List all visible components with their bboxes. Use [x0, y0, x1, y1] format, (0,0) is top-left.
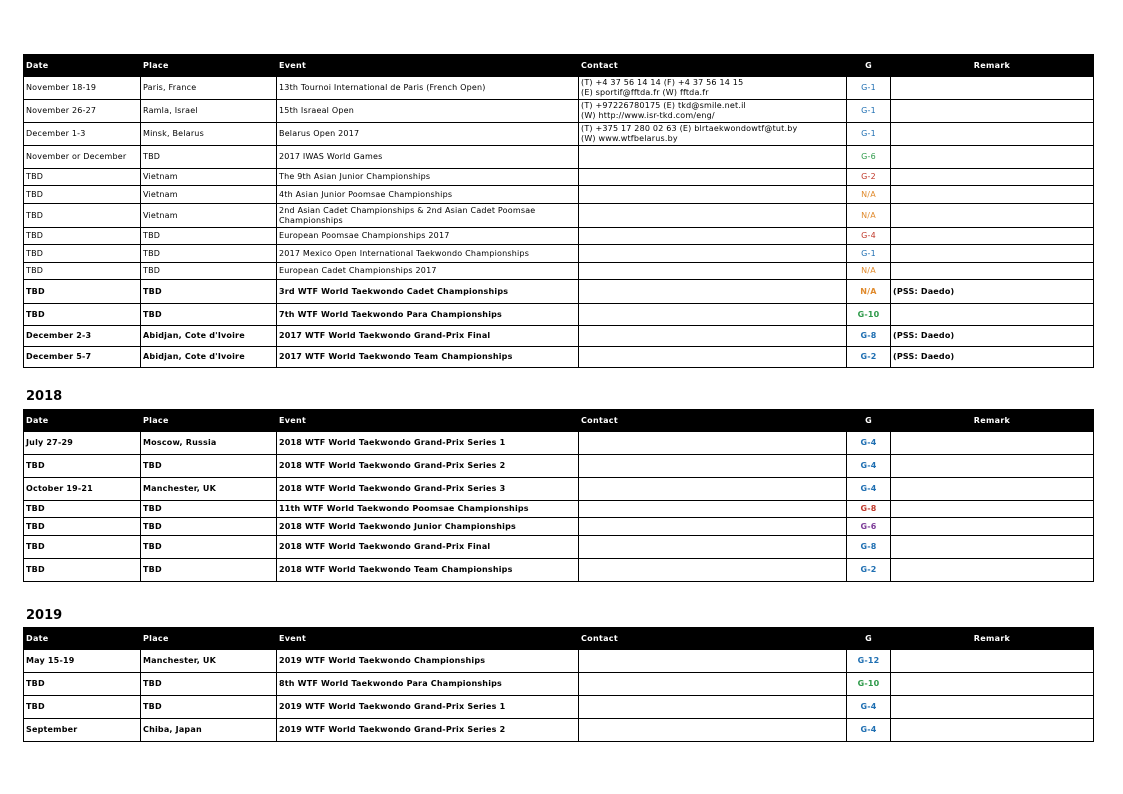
event-cell: 8th WTF World Taekwondo Para Championships — [277, 673, 579, 696]
remark-cell — [891, 559, 1094, 582]
contact-cell — [579, 304, 847, 326]
grade-cell: G-12 — [847, 650, 891, 673]
contact-cell — [579, 146, 847, 169]
place-cell: Chiba, Japan — [141, 719, 277, 742]
event-cell: 4th Asian Junior Poomsae Championships — [277, 186, 579, 204]
date-cell: TBD — [24, 696, 141, 719]
contact-cell — [579, 719, 847, 742]
date-cell: November 18-19 — [24, 77, 141, 100]
event-cell: 2018 WTF World Taekwondo Junior Championships — [277, 518, 579, 536]
table-row — [24, 169, 1094, 186]
date-cell: December 5-7 — [24, 347, 141, 368]
contact-cell — [579, 696, 847, 719]
place-cell: TBD — [141, 304, 277, 326]
header-remark: Remark — [891, 55, 1094, 77]
date-cell: July 27-29 — [24, 432, 141, 455]
remark-cell: (PSS: Daedo) — [891, 347, 1094, 368]
remark-cell — [891, 263, 1094, 280]
grade-cell: N/A — [847, 263, 891, 280]
table-header-row — [24, 410, 1094, 432]
table-row — [24, 673, 1094, 696]
header-event: Event — [277, 55, 579, 77]
remark-cell — [891, 245, 1094, 263]
year-heading-2019: 2019 — [26, 608, 63, 623]
event-cell: Belarus Open 2017 — [277, 123, 579, 146]
header-remark: Remark — [891, 410, 1094, 432]
date-cell: TBD — [24, 536, 141, 559]
event-cell: 2017 IWAS World Games — [277, 146, 579, 169]
table-row — [24, 536, 1094, 559]
contact-cell — [579, 673, 847, 696]
table-row — [24, 559, 1094, 582]
header-event: Event — [277, 410, 579, 432]
events-table-2018 — [23, 409, 1093, 582]
event-cell: 2018 WTF World Taekwondo Grand-Prix Series 1 — [277, 432, 579, 455]
table-row — [24, 304, 1094, 326]
contact-cell — [579, 263, 847, 280]
place-cell: Minsk, Belarus — [141, 123, 277, 146]
date-cell: December 2-3 — [24, 326, 141, 347]
date-cell: TBD — [24, 501, 141, 518]
remark-cell — [891, 304, 1094, 326]
header-contact: Contact — [579, 410, 847, 432]
grade-cell: G-4 — [847, 719, 891, 742]
place-cell: TBD — [141, 518, 277, 536]
grade-cell: G-4 — [847, 455, 891, 478]
date-cell: TBD — [24, 455, 141, 478]
contact-cell — [579, 559, 847, 582]
grade-cell: G-10 — [847, 304, 891, 326]
event-cell: 2017 Mexico Open International Taekwondo Championships — [277, 245, 579, 263]
date-cell: May 15-19 — [24, 650, 141, 673]
grade-cell: G-8 — [847, 326, 891, 347]
place-cell: TBD — [141, 673, 277, 696]
remark-cell — [891, 673, 1094, 696]
table-row — [24, 263, 1094, 280]
grade-cell: G-4 — [847, 228, 891, 245]
place-cell: Manchester, UK — [141, 478, 277, 501]
remark-cell — [891, 169, 1094, 186]
event-cell: 2018 WTF World Taekwondo Grand-Prix Series 3 — [277, 478, 579, 501]
contact-cell — [579, 455, 847, 478]
remark-cell — [891, 478, 1094, 501]
place-cell: TBD — [141, 263, 277, 280]
header-place: Place — [141, 628, 277, 650]
table-row — [24, 326, 1094, 347]
table-row — [24, 347, 1094, 368]
event-cell: 11th WTF World Taekwondo Poomsae Championships — [277, 501, 579, 518]
table-header-row — [24, 628, 1094, 650]
remark-cell — [891, 696, 1094, 719]
date-cell: TBD — [24, 263, 141, 280]
place-cell: TBD — [141, 559, 277, 582]
place-cell: Moscow, Russia — [141, 432, 277, 455]
remark-cell: (PSS: Daedo) — [891, 326, 1094, 347]
event-cell: 2018 WTF World Taekwondo Team Championships — [277, 559, 579, 582]
remark-cell — [891, 228, 1094, 245]
date-cell: TBD — [24, 559, 141, 582]
contact-cell — [579, 326, 847, 347]
header-g: G — [847, 410, 891, 432]
contact-cell — [579, 169, 847, 186]
table-row — [24, 719, 1094, 742]
place-cell: Manchester, UK — [141, 650, 277, 673]
date-cell: TBD — [24, 228, 141, 245]
date-cell: TBD — [24, 280, 141, 304]
schedule-table — [23, 627, 1094, 742]
remark-cell — [891, 186, 1094, 204]
schedule-table — [23, 409, 1094, 582]
place-cell: Vietnam — [141, 186, 277, 204]
header-place: Place — [141, 55, 277, 77]
year-heading-2018: 2018 — [26, 389, 63, 404]
table-row — [24, 280, 1094, 304]
grade-cell: N/A — [847, 204, 891, 228]
event-cell: 2nd Asian Cadet Championships & 2nd Asian Cadet Poomsae Championships — [277, 204, 579, 228]
contact-cell: (T) +4 37 56 14 14 (F) +4 37 56 14 15 (E) sportif@fftda.fr (W) fftda.fr — [579, 77, 847, 100]
grade-cell: G-2 — [847, 169, 891, 186]
table-row — [24, 146, 1094, 169]
event-cell: European Cadet Championships 2017 — [277, 263, 579, 280]
contact-cell — [579, 228, 847, 245]
remark-cell — [891, 432, 1094, 455]
event-cell: The 9th Asian Junior Championships — [277, 169, 579, 186]
event-cell: 3rd WTF World Taekwondo Cadet Championships — [277, 280, 579, 304]
contact-cell — [579, 536, 847, 559]
place-cell: TBD — [141, 228, 277, 245]
remark-cell — [891, 204, 1094, 228]
table-row — [24, 478, 1094, 501]
table-row — [24, 228, 1094, 245]
event-cell: 13th Tournoi International de Paris (French Open) — [277, 77, 579, 100]
header-place: Place — [141, 410, 277, 432]
grade-cell: N/A — [847, 280, 891, 304]
grade-cell: G-6 — [847, 146, 891, 169]
place-cell: TBD — [141, 455, 277, 478]
contact-cell: (T) +97226780175 (E) tkd@smile.net.il (W) http://www.isr-tkd.com/eng/ — [579, 100, 847, 123]
grade-cell: G-1 — [847, 77, 891, 100]
remark-cell — [891, 455, 1094, 478]
place-cell: TBD — [141, 536, 277, 559]
contact-cell — [579, 204, 847, 228]
table-row — [24, 123, 1094, 146]
header-contact: Contact — [579, 628, 847, 650]
event-cell: 2017 WTF World Taekwondo Grand-Prix Final — [277, 326, 579, 347]
date-cell: September — [24, 719, 141, 742]
grade-cell: G-1 — [847, 100, 891, 123]
event-cell: 2018 WTF World Taekwondo Grand-Prix Series 2 — [277, 455, 579, 478]
contact-cell: (T) +375 17 280 02 63 (E) blrtaekwondowtf@tut.by (W) www.wtfbelarus.by — [579, 123, 847, 146]
header-event: Event — [277, 628, 579, 650]
date-cell: TBD — [24, 304, 141, 326]
date-cell: TBD — [24, 673, 141, 696]
contact-cell — [579, 186, 847, 204]
header-date: Date — [24, 628, 141, 650]
remark-cell: (PSS: Daedo) — [891, 280, 1094, 304]
table-row — [24, 650, 1094, 673]
table-row — [24, 455, 1094, 478]
event-cell: 15th Israeal Open — [277, 100, 579, 123]
place-cell: TBD — [141, 245, 277, 263]
grade-cell: G-4 — [847, 478, 891, 501]
event-cell: 2018 WTF World Taekwondo Grand-Prix Final — [277, 536, 579, 559]
grade-cell: G-8 — [847, 536, 891, 559]
contact-cell — [579, 347, 847, 368]
remark-cell — [891, 501, 1094, 518]
grade-cell: G-2 — [847, 559, 891, 582]
place-cell: Vietnam — [141, 169, 277, 186]
header-remark: Remark — [891, 628, 1094, 650]
event-cell: 2019 WTF World Taekwondo Grand-Prix Series 2 — [277, 719, 579, 742]
contact-cell — [579, 501, 847, 518]
place-cell: TBD — [141, 280, 277, 304]
schedule-table — [23, 54, 1094, 368]
remark-cell — [891, 146, 1094, 169]
table-row — [24, 100, 1094, 123]
header-date: Date — [24, 410, 141, 432]
event-cell: 2019 WTF World Taekwondo Championships — [277, 650, 579, 673]
table-header-row — [24, 55, 1094, 77]
date-cell: November 26-27 — [24, 100, 141, 123]
table-row — [24, 518, 1094, 536]
contact-cell — [579, 478, 847, 501]
remark-cell — [891, 518, 1094, 536]
place-cell: Paris, France — [141, 77, 277, 100]
date-cell: TBD — [24, 169, 141, 186]
place-cell: Vietnam — [141, 204, 277, 228]
grade-cell: G-6 — [847, 518, 891, 536]
date-cell: November or December — [24, 146, 141, 169]
remark-cell — [891, 536, 1094, 559]
contact-cell — [579, 650, 847, 673]
table-row — [24, 204, 1094, 228]
place-cell: TBD — [141, 501, 277, 518]
grade-cell: G-1 — [847, 245, 891, 263]
table-row — [24, 501, 1094, 518]
place-cell: Abidjan, Cote d'Ivoire — [141, 347, 277, 368]
contact-cell — [579, 245, 847, 263]
remark-cell — [891, 650, 1094, 673]
event-cell: European Poomsae Championships 2017 — [277, 228, 579, 245]
header-contact: Contact — [579, 55, 847, 77]
contact-cell — [579, 518, 847, 536]
date-cell: TBD — [24, 245, 141, 263]
remark-cell — [891, 100, 1094, 123]
grade-cell: G-4 — [847, 696, 891, 719]
event-cell: 2019 WTF World Taekwondo Grand-Prix Series 1 — [277, 696, 579, 719]
date-cell: TBD — [24, 518, 141, 536]
header-g: G — [847, 628, 891, 650]
place-cell: TBD — [141, 146, 277, 169]
contact-cell — [579, 432, 847, 455]
place-cell: Abidjan, Cote d'Ivoire — [141, 326, 277, 347]
grade-cell: G-10 — [847, 673, 891, 696]
date-cell: TBD — [24, 204, 141, 228]
date-cell: October 19-21 — [24, 478, 141, 501]
events-table-2017 — [23, 54, 1093, 368]
event-cell: 2017 WTF World Taekwondo Team Championships — [277, 347, 579, 368]
remark-cell — [891, 719, 1094, 742]
grade-cell: G-1 — [847, 123, 891, 146]
table-row — [24, 696, 1094, 719]
event-cell: 7th WTF World Taekwondo Para Championships — [277, 304, 579, 326]
header-date: Date — [24, 55, 141, 77]
table-row — [24, 245, 1094, 263]
remark-cell — [891, 123, 1094, 146]
grade-cell: G-4 — [847, 432, 891, 455]
date-cell: December 1-3 — [24, 123, 141, 146]
events-table-2019 — [23, 627, 1093, 742]
grade-cell: G-2 — [847, 347, 891, 368]
grade-cell: G-8 — [847, 501, 891, 518]
date-cell: TBD — [24, 186, 141, 204]
remark-cell — [891, 77, 1094, 100]
contact-cell — [579, 280, 847, 304]
header-g: G — [847, 55, 891, 77]
place-cell: Ramla, Israel — [141, 100, 277, 123]
grade-cell: N/A — [847, 186, 891, 204]
table-row — [24, 77, 1094, 100]
place-cell: TBD — [141, 696, 277, 719]
table-row — [24, 432, 1094, 455]
table-row — [24, 186, 1094, 204]
